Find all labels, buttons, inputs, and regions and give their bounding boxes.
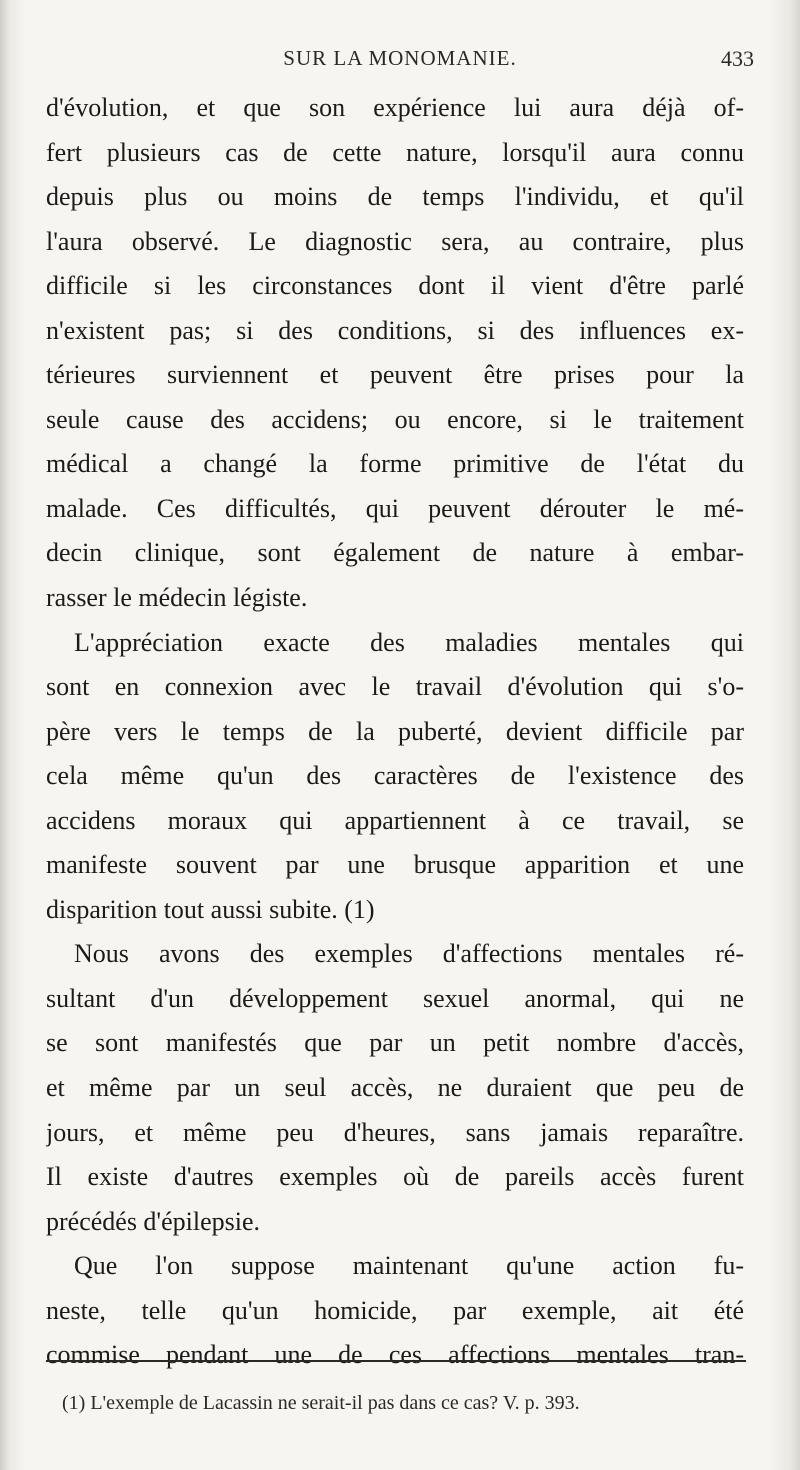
text-line: accidens moraux qui appartiennent à ce travail, se [46,805,744,835]
text-line: et même par un seul accès, ne duraient que peu de [46,1073,744,1103]
footnote: (1) L'exemple de Lacassin ne serait-il pas dans ce cas? V. p. 393. [62,1392,580,1414]
text-line: neste, telle qu'un homicide, par exemple, ait été [46,1295,744,1325]
text-line: l'aura observé. Le diagnostic sera, au contraire, plus [46,226,744,256]
text-line: rasser le médecin légiste. [46,583,308,613]
footnote-rule [46,1360,746,1362]
text-line: précédés d'épilepsie. [46,1206,261,1236]
text-line: cela même qu'un des caractères de l'existence des [46,761,744,791]
text-line: n'existent pas; si des conditions, si des influences ex- [46,315,744,345]
text-line: malade. Ces difficultés, qui peuvent dérouter le mé- [46,493,744,523]
text-line: térieures surviennent et peuvent être prises pour la [46,360,744,390]
running-title: SUR LA MONOMANIE. [283,46,517,70]
text-line: d'évolution, et que son expérience lui aura déjà of- [46,93,744,122]
text-line: manifeste souvent par une brusque apparition et une [46,850,744,880]
text-line: commise pendant une de ces affections mentales tran- [46,1340,744,1370]
page-header [40,44,760,80]
text-line: fert plusieurs cas de cette nature, lorsqu'il aura connu [46,137,744,167]
text-line: sultant d'un développement sexuel anormal, qui ne [46,983,744,1013]
page-number: 433 [721,46,754,71]
text-line: médical a changé la forme primitive de l'état du [46,449,744,479]
text-line: se sont manifestés que par un petit nombre d'accès, [46,1028,744,1058]
text-line: père vers le temps de la puberté, devient difficile par [46,716,744,746]
text-line: seule cause des accidens; ou encore, si le traitement [46,404,744,434]
text-line: Nous avons des exemples d'affections mentales ré- [74,939,744,969]
text-line: difficile si les circonstances dont il vient d'être parlé [46,271,744,301]
text-line: Que l'on suppose maintenant qu'une action fu- [74,1251,744,1281]
text-line: sont en connexion avec le travail d'évolution qui s'o- [46,672,744,702]
text-line: disparition tout aussi subite. (1) [46,894,375,924]
text-line: L'appréciation exacte des maladies mentales qui [74,627,744,657]
text-line: decin clinique, sont également de nature à embar- [46,538,744,568]
text-line: depuis plus ou moins de temps l'individu, et qu'il [46,182,744,212]
text-line: Il existe d'autres exemples où de pareils accès furent [46,1162,744,1192]
text-line: jours, et même peu d'heures, sans jamais reparaître. [46,1117,744,1147]
body-text [46,86,744,1378]
